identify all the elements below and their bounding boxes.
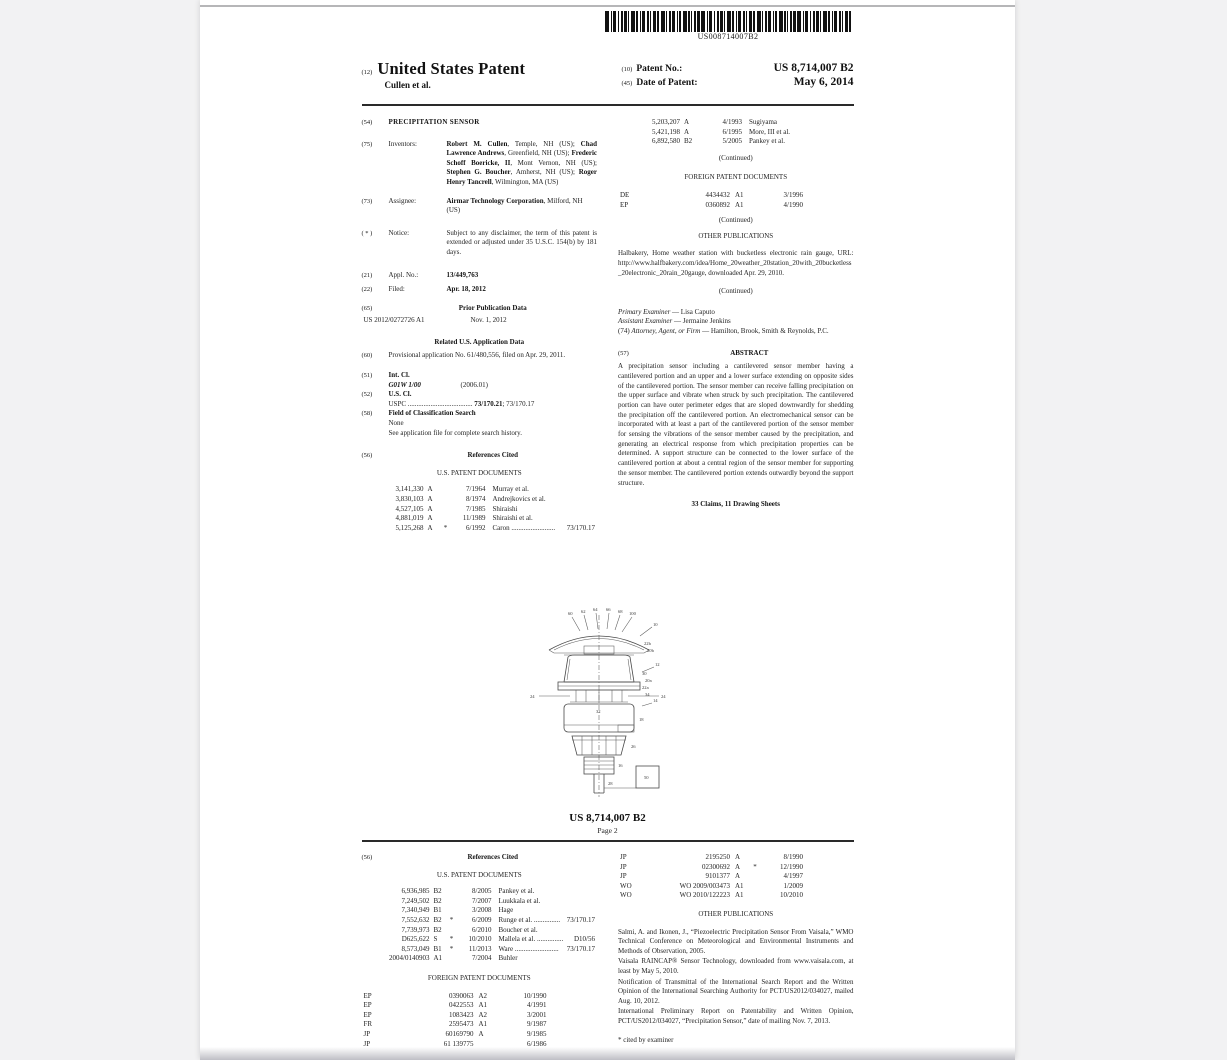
intcl-year: (2006.01) [460,380,488,389]
continued-note: (Continued) [718,216,753,225]
patent-no-value: US 8,714,007 B2 [773,62,854,74]
table-row: 7,739,973 B2 6/2010 Boucher et al. [401,925,538,934]
continued-note: (Continued) [718,287,753,296]
figure-ref-numeral: 20a [644,678,652,683]
figure-ref-numeral: 20b [646,648,654,653]
table-row: 4,881,019 A 11/1989 Shiraishi et al. [395,514,533,523]
page2-label: Page 2 [597,826,618,835]
figure-ref-numeral: 18 [638,717,644,722]
figure-ref-numeral: 100 [628,611,636,616]
doc-kind-code: (12) [361,69,373,76]
table-row: JP 60169790 A 9/1985 [363,1029,547,1038]
field-code: (54) [361,119,373,126]
other-publications-list [618,928,854,1027]
page2-right-column [618,853,854,1049]
assistant-examiner-line: Assistant Examiner — Jermaine Jenkins [618,317,731,326]
figure-ref-numeral: 28 [607,781,613,786]
foreign-refs-table [618,191,854,210]
figure-ref-numeral: 68 [617,609,623,614]
table-row: Salmi, A. and Ikonen, J., “Piezoelectric Precipitation Sensor From Vaisala,” WMO Technical Conference on Meteorological and Environmental Instruments and Methods of Observation, 2005. [618,927,854,955]
field-code: (22) [361,286,373,294]
continued-note: (Continued) [718,153,753,162]
table-row: 5,203,207 A 4/1993 Sugiyama [652,118,777,126]
field-code: (60) [361,351,373,359]
table-row: EP 1083423 A2 3/2001 [363,1010,547,1019]
table-row: JP 61 139775 6/1986 [363,1039,547,1048]
figure-ref-numeral: 26 [630,744,636,749]
foreign-docs-heading-p2: FOREIGN PATENT DOCUMENTS [427,973,531,982]
section-appl-no [362,271,598,281]
field-code: (56) [361,452,373,460]
uscl-label: U.S. Cl. [388,390,412,399]
barcode-number: US008714007B2 [697,32,759,41]
table-row: 6,892,580 B2 5/2005 Pankey et al. [652,137,785,146]
table-row: DE 4434432 A1 3/1996 [620,190,803,199]
references-heading: References Cited [467,451,519,460]
field-code: (57) [618,349,629,357]
page2-body [362,853,854,1049]
table-row: 5,421,198 A 6/1995 More, III et al. [652,127,791,136]
patent-no-label: Patent No.: [636,64,683,74]
section-title [362,118,598,128]
notice-label: Notice: [388,228,410,237]
other-publications-heading-p2: OTHER PUBLICATIONS [698,909,774,918]
figure-ref-numeral: 32 [595,709,601,714]
figure-ref-numeral: 60 [567,611,573,616]
figure-ref-numeral: 62 [580,609,586,614]
field-code: (65) [361,304,373,312]
inventors-label: Inventors: [388,139,417,148]
us-refs-table [362,485,598,533]
field-code: (75) [361,140,373,148]
table-row: WO WO 2009/003473 A1 1/2009 [620,881,803,890]
figure-ref-numeral: 16 [617,763,623,768]
table-row: D625,622 S * 10/2010 Mallela et al. ............... D10/56 [401,935,595,944]
prior-pub-entry [364,316,598,326]
prior-pub-date: Nov. 1, 2012 [470,316,507,325]
figure-ref-numeral: 24 [660,694,666,699]
figure-ref-numeral: 12 [654,662,660,667]
figure-ref-numeral: 22b [643,641,651,646]
table-row: 7,249,502 B2 7/2007 Luukkala et al. [401,896,541,905]
patent-figure [514,604,736,806]
table-row: 8,573,049 B1 * 11/2013 Ware ......................... 73/170.17 [401,944,595,953]
prior-pub-number: US 2012/0272726 A1 [363,316,425,325]
related-text: Provisional application No. 61/480,556, filed on Apr. 29, 2011. [388,350,566,359]
patent-header [362,59,854,90]
field-code: (56) [361,854,373,861]
filed-label: Filed: [388,285,405,294]
page-bottom-fade [200,1047,1015,1060]
table-row: 2004/0140903 A1 7/2004 Buhler [389,954,518,963]
page-title: United States Patent [377,59,526,78]
figure-ref-numeral: 50 [643,775,649,780]
page2-patent-number: US 8,714,007 B2 [569,812,646,824]
other-publications-heading: OTHER PUBLICATIONS [698,231,774,240]
patent-no-code: (10) [621,66,633,73]
field-code: (21) [361,271,373,279]
section-filed [362,285,598,295]
patent-figure-drawing [514,604,736,806]
section-abstract [618,349,854,359]
figure-ref-numeral: 34 [644,692,650,697]
field-code: (52) [361,391,373,399]
table-row: WO WO 2010/122223 A1 10/2010 [620,891,803,900]
section-related [362,351,598,361]
filed-value: Apr. 18, 2012 [446,285,486,294]
figure-ref-numeral: 64 [592,607,598,612]
field-code: (58) [361,410,373,418]
invention-title: PRECIPITATION SENSOR [388,118,480,126]
related-data-heading: Related U.S. Application Data [434,337,525,346]
abstract-heading: ABSTRACT [730,348,769,357]
table-row: International Preliminary Report on Patentability and Written Opinion, PCT/US2012/034027, “Precipitation Sensor,” date of mailing Nov. 7, 2013. [618,1007,854,1025]
section-references [362,451,598,461]
page2-left-column [362,853,598,1049]
table-row: JP 02300692 A * 12/1990 [620,862,803,871]
field-search-label: Field of Classification Search [388,409,476,418]
table-row: 6,936,985 B2 8/2005 Pankey et al. [401,887,535,896]
field-code: (73) [361,197,373,205]
appl-label: Appl. No.: [388,270,419,279]
page-content [362,7,854,1060]
figure-ref-numeral: 14 [652,698,658,703]
figure-ref-numeral: 22a [641,685,649,690]
page2-divider [362,840,854,842]
header-right [622,59,854,90]
prior-pub-heading: Prior Publication Data [458,303,527,312]
page1-left-column [362,118,598,533]
table-row: FR 2595473 A1 9/1987 [363,1020,547,1029]
header-divider [362,104,854,106]
section-int-cl [362,371,598,390]
patent-number-row [622,62,854,76]
assignee-label: Assignee: [388,196,417,205]
notice-text: Subject to any disclaimer, the term of this patent is extended or adjusted under 35 U.S.C. 154(b) by 181 days. [446,228,597,256]
us-patent-docs-heading-p2: U.S. PATENT DOCUMENTS [436,870,522,879]
patent-date-value: May 6, 2014 [793,76,854,88]
patent-date-row [622,76,854,90]
table-row: 3,141,330 A 7/1964 Murray et al. [395,485,529,494]
table-row: 3,830,103 A 8/1974 Andrejkovics et al. [395,495,546,504]
patent-date-code: (45) [621,80,633,87]
section-prior-publication [362,304,598,314]
table-row: Vaisala RAINCAP® Sensor Technology, downloaded from www.vaisala.com, at least by May 5, 2010. [618,957,854,975]
field-code: (51) [361,372,373,380]
field-search-line2: See application file for complete search history. [388,428,522,437]
cited-by-examiner-note: * cited by examiner [618,1035,674,1044]
assignee-text: Airmar Technology Corporation, Milford, NH (US) [446,196,583,215]
primary-examiner-line: Primary Examiner — Lisa Caputo [618,307,715,316]
intcl-label: Int. Cl. [388,371,410,380]
claims-line: 33 Claims, 11 Drawing Sheets [691,500,780,509]
table-row: JP 2195250 A 8/1990 [620,853,803,861]
table-row: EP 0390063 A2 10/1990 [363,991,547,1000]
table-row: EP 0360892 A1 4/1990 [620,200,803,209]
barcode-image [605,11,852,32]
table-row: JP 9101377 A 4/1997 [620,872,803,881]
table-row: EP 0422553 A1 4/1991 [363,1001,547,1010]
section-inventors [362,140,598,188]
abstract-text: A precipitation sensor including a cantilevered sensor member having a cantilevered portion and an upper and a lower surface extending on opposite sides of the cantilevered portion. The sensor member can receive falling precipitation on the upper surface and vibrate when struck by such precipitation. The cantilevered portion can have outer perimeter edges that are sloped downwardly for shedding the precipitation off the cantilevered portion. An electromechanical sensor can be incorporated with at least a part of the cantilevered portion of the sensor member for sensing the vibrations of the sensor member caused by the precipitation, and generating an electrical response from which precipitation properties can be determined. A support structure can be connected to the lower surface of the cantilevered portion at about a central region of the sensor member for supporting the sensor member. The cantilevered portion extends outwardly beyond the support structure. [618,362,854,487]
table-row: 4,527,105 A 7/1985 Shiraishi [395,504,518,513]
barcode-block [605,11,852,41]
page2-header [362,812,854,835]
us-refs-table-p2 [362,887,598,964]
field-search-line1: None [388,419,404,428]
us-refs-continued-table [618,118,854,147]
figure-ref-numeral: 10 [652,622,658,627]
attorney-line: (74) Attorney, Agent, or Firm — Hamilton, Brook, Smith & Reynolds, P.C. [618,326,829,335]
section-references-p2 [362,853,598,863]
foreign-docs-heading: FOREIGN PATENT DOCUMENTS [684,173,788,182]
figure-ref-numeral: 30 [641,671,647,676]
patent-date-label: Date of Patent: [636,78,698,88]
appl-value: 13/449,763 [446,270,479,279]
section-notice [362,229,598,258]
section-us-cl [362,390,598,409]
section-assignee [362,197,598,216]
table-row: 7,552,632 B2 * 6/2009 Runge et al. ............... 73/170.17 [401,915,595,924]
field-code: ( * ) [361,229,373,237]
patent-document-page [200,0,1015,1060]
references-heading-p2: References Cited [467,853,519,861]
page1-body [362,118,854,533]
figure-ref-numeral: 24 [529,694,535,699]
table-row: 5,125,268 A * 6/1992 Caron ......................... 73/170.17 [395,523,595,532]
intcl-class: G01W 1/00 [388,380,421,389]
other-publication-text: Halbakery, Home weather station with bucketless electronic rain gauge, URL: http://www.halfbakery.com/idea/Home_20weather_20station_20with_20bucketless_20electronic_20rain_20gauge, downloaded Apr. 29, 2010. [618,249,854,277]
figure-ref-numeral: 66 [605,607,611,612]
inventor-byline: Cullen et al. [384,80,431,90]
inventors-text: Robert M. Cullen, Temple, NH (US); Chad Lawrence Andrews, Greenfield, NH (US); Frederic Schoff Boericke, II, Mont Vernon, NH (US); Stephen G. Boucher, Amherst, NH (US); Roger Henry Tancrell, Wilmington, MA (US) [446,139,597,186]
uscl-text: USPC ..................................... 73/170.21; 73/170.17 [388,399,535,408]
header-left [362,59,526,90]
foreign-refs-table-p2-right [618,853,854,901]
page-top-edge [200,0,1015,7]
table-row: Notification of Transmittal of the International Search Report and the Written Opinion of the International Searching Authority for PCT/US2012/034027, mailed Aug. 10, 2012. [618,977,854,1005]
table-row: 7,340,949 B1 3/2008 Hage [401,906,514,915]
section-field-search [362,409,598,438]
page1-right-column [618,118,854,533]
us-patent-docs-heading: U.S. PATENT DOCUMENTS [436,468,522,477]
foreign-refs-table-p2-left [362,992,598,1050]
